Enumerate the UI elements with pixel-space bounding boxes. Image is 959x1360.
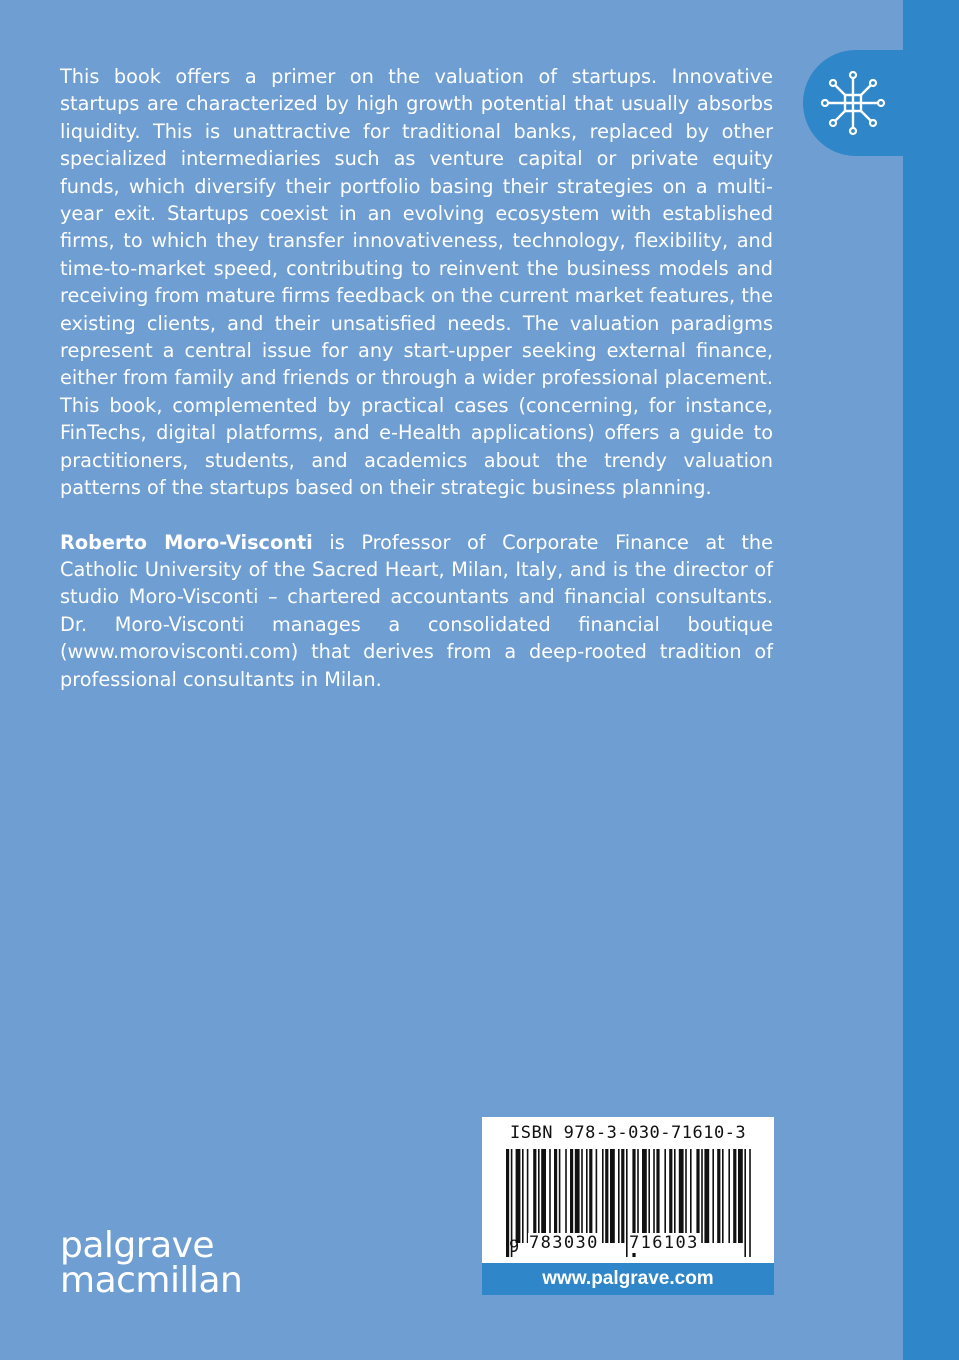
palgrave-network-icon (817, 67, 889, 139)
isbn-text: ISBN 978-3-030-71610-3 (510, 1123, 747, 1143)
barcode-box (482, 1117, 774, 1295)
publisher-name-line1: palgrave (60, 1225, 215, 1266)
logo-tab (803, 50, 903, 156)
publisher-name-line2: macmillan (60, 1260, 243, 1301)
author-bio (60, 529, 773, 693)
author-name: Roberto Moro-Visconti (60, 530, 313, 554)
publisher-website[interactable]: www.palgrave.com (482, 1263, 774, 1295)
barcode-digits-left: 783030 (529, 1233, 599, 1253)
barcode-digits-right: 716103 (629, 1233, 699, 1253)
book-spine (903, 0, 959, 1360)
publisher-logo (60, 1225, 243, 1301)
book-description: This book offers a primer on the valuation of startups. Innovative startups are characterized by high growth potential that usually absorbs liquidity. This is unattractive for traditional banks, replaced by other specialized intermediaries such as venture capital or private equity funds, which diversify their portfolio basing their strategies on a multi-year exit. Startups coexist in an evolving ecosystem with established firms, to which they transfer innovativeness, technology, flexibility, and time-to-market speed, contributing to reinvent the business models and receiving from mature firms feedback on the current market features, the existing clients, and their unsatisfied needs. The valuation paradigms represent a central issue for any start-upper seeking external finance, either from family and friends or through a wider professional placement. This book, complemented by practical cases (concerning, for instance, FinTechs, digital platforms, and e-Health applications) offers a guide to practitioners, students, and academics about the trendy valuation patterns of the startups based on their strategic business planning. (60, 65, 773, 500)
barcode-digit-first: 9 (509, 1237, 520, 1257)
author-bio-text: is Professor of Corporate Finance at the Catholic University of the Sacred Heart, Milan, Italy, and is the director of studio Moro-Visconti – chartered accountants and financial consultants. Dr. Moro-Visconti manages a consolidated financial boutique (www.morovisconti.com) that derives from a deep-rooted tradition of professional consultants in Milan. (60, 530, 773, 691)
back-cover-text (60, 63, 773, 693)
